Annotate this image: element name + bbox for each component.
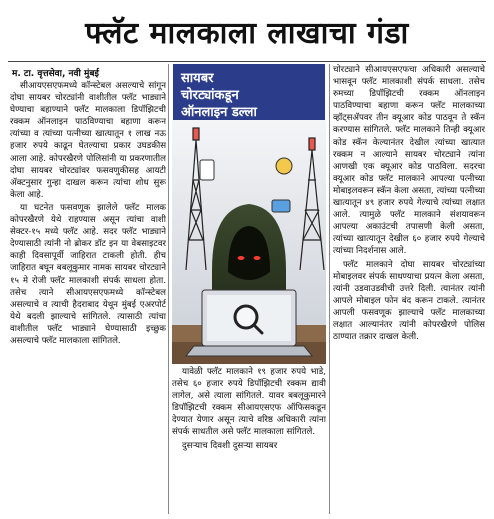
phone-icon xyxy=(200,160,214,180)
kicker-line: ऑनलाइन डल्ला xyxy=(181,105,257,120)
kicker-line: चोरट्यांकडून xyxy=(181,88,239,103)
column-divider xyxy=(168,64,169,514)
headline-rule xyxy=(8,61,486,62)
column-divider xyxy=(329,64,330,514)
headline: फ्लॅट मालकाला लाखाचा गंडा xyxy=(85,15,409,51)
coin-icon xyxy=(276,158,292,174)
paragraph: चोरट्याने सीआयएसएफचा अधिकारी असल्याचे भासवून फ्लॅट मालकाशी संपर्क साधला. तसेच रुमच्या डिपॉझिटची रक्कम ऑनलाइन पाठविण्याचा बहाणा करून फ्लॅट मालकाच्या व्हॉट्सॲपवर तीन क्यूआर कोड पाठवून ते स्कॅन करण्यास सांगितले. फ्लॅट मालकाने तिन्ही क्यूआर कोड स्कॅन केल्यानंतर देखील त्यांच्या खात्यात रक्कम न आल्याने सायबर चोरट्याने त्यांना आणखी एक क्यूआर कोड पाठविला. सदरचा क्यूआर कोड फ्लॅट मालकाने आपल्या पत्नीच्या मोबाइलवरून स्कॅन केला असता, त्यांच्या पत्नीच्या खात्यातून ४९ हजार रुपये गेल्याचे त्यांच्या लक्षात आले. त्यामुळे फ्लॅट मालकाने संशयावरून आपल्या अकाउंटची तपासणी केली असता, त्यांच्या खात्यातून देखील ६० हजार रुपये गेल्याचे त्यांच्या निदर्शनास आले. xyxy=(333,65,485,257)
hacker-illustration xyxy=(172,120,326,364)
paragraph: फ्लॅट मालकाने दोघा सायबर चोरट्यांच्या मोबाइलवर संपर्क साधण्याचा प्रयत्न केला असता, त्यांनी उडवाउडवीची उत्तरे दिली. त्यानंतर त्यांनी आपले मोबाइल फोन बंद करून टाकले. त्यानंतर आपली फसवणूक झाल्याचे फ्लॅट मालकाच्या लक्षात आल्यानंतर त्यांनी कोपरखैरणे पोलिस ठाण्यात तक्रार दाखल केली. xyxy=(333,259,485,343)
paragraph: यावेळी फ्लॅट मालकाने १९ हजार रुपये भाडे, तसेच ६० हजार रुपये डिपॉझिटची रक्कम द्यावी लागेल, असे त्याला सांगितले. यावर बबलूकुमारने डिपॉझिटची रक्कम सीआयएसएफ ऑफिसकडून देण्यात येणार असून त्याचे वरिष्ठ अधिकारी त्यांना संपर्क साधतील असे फ्लॅट मालकाला सांगितले. xyxy=(172,367,326,438)
paragraph: सीआयएसएफमध्ये कॉन्स्टेबल असल्याचे सांगून दोघा सायबर चोरट्यांनी वाशीतील फ्लॅट भाड्याने घेण्याचा बहाण्याने फ्लॅट मालकाला डिपॉझिटची रक्कम ऑनलाइन पाठविण्याचा बहाणा करून त्यांच्या व त्यांच्या पत्नीच्या खात्यातून १ लाख नऊ हजार रुपये काढून घेतल्याचा प्रकार उघडकीस आला आहे. कोपरखैरणे पोलिसांनी या प्रकरणातील दोघा सायबर चोरट्यांवर फसवणुकीसह आयटी ॲक्टनुसार गुन्हा दाखल करून त्यांचा शोध सुरू केला आहे. xyxy=(10,81,166,200)
article-column-3 xyxy=(333,64,485,516)
paragraph: या घटनेत फसवणूक झालेले फ्लॅट मालक कोपरखैरणे येथे राहण्यास असून त्यांचा वाशी सेक्टर-१५ मध्ये फ्लॅट आहे. सदर फ्लॅट भाड्याने देण्यासाठी त्यांनी नो ब्रोकर डॉट इन या वेबसाइटवर काही दिवसापूर्वी जाहिरात टाकली होती. हीच जाहिरात बघून बबलूकुमार नामक सायबर चोरट्याने १५ मे रोजी फ्लॅट मालकाशी संपर्क साधला होता. तसेच त्याने सीआयएसएफमध्ये कॉन्स्टेबल असल्याचे व त्याची हैदराबाद येथून मुंबई एअरपोर्ट येथे बदली झाल्याचे सांगितले. त्यासाठी त्यांचा वाशीतील फ्लॅट भाड्याने घेण्यासाठी इच्छुक असल्याचे फ्लॅट मालकाला सांगितले. xyxy=(10,202,166,346)
byline: म. टा. वृत्तसेवा, नवी मुंबई xyxy=(12,69,99,79)
kicker-line: सायबर xyxy=(181,71,214,86)
kicker-box xyxy=(173,64,325,120)
card-icon xyxy=(272,200,290,212)
paragraph: दुसऱ्याच दिवशी दुसऱ्या सायबर xyxy=(182,440,278,451)
article-column-1 xyxy=(10,80,166,516)
article-column-2 xyxy=(172,366,326,516)
